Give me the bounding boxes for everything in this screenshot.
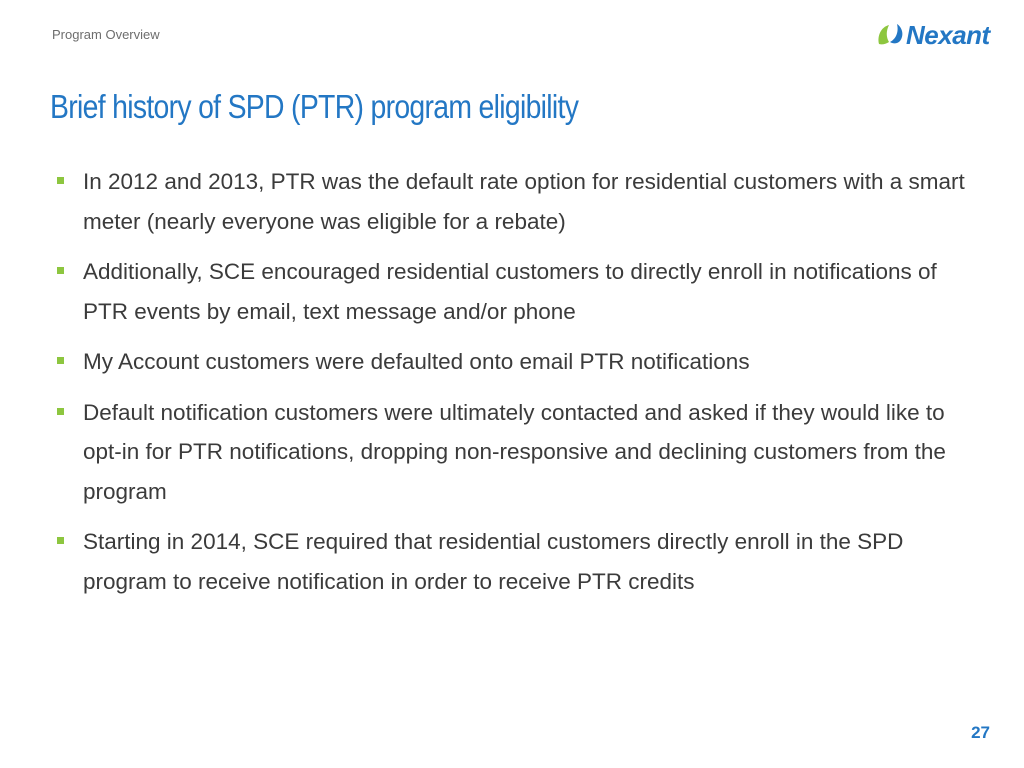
- bullet-text: Starting in 2014, SCE required that residential customers directly enroll in the SPD program to receive notification in order to receive PTR credits: [83, 529, 904, 594]
- bullet-item: [57, 162, 987, 241]
- bullet-square-icon: [57, 267, 64, 274]
- bullet-list: [57, 162, 987, 612]
- bullet-text: Additionally, SCE encouraged residential customers to directly enroll in notifications of PTR events by email, text message and/or phone: [83, 259, 937, 324]
- bullet-item: [57, 393, 987, 512]
- bullet-square-icon: [57, 357, 64, 364]
- bullet-square-icon: [57, 177, 64, 184]
- nexant-logo: [876, 18, 1008, 50]
- slide-title: Brief history of SPD (PTR) program eligibility: [50, 88, 579, 125]
- bullet-text: In 2012 and 2013, PTR was the default rate option for residential customers with a smart meter (nearly everyone was eligible for a rebate): [83, 169, 965, 234]
- section-label: Program Overview: [52, 27, 160, 42]
- logo-leaf-icon: [878, 25, 889, 44]
- page-number: 27: [971, 723, 990, 742]
- logo-swoosh-icon: [890, 24, 902, 43]
- bullet-item: [57, 522, 987, 601]
- bullet-square-icon: [57, 408, 64, 415]
- logo-wordmark: Nexant: [906, 20, 990, 50]
- bullet-square-icon: [57, 537, 64, 544]
- nexant-logo-graphic: [876, 18, 1008, 50]
- bullet-text: My Account customers were defaulted onto email PTR notifications: [83, 349, 750, 374]
- bullet-item: [57, 252, 987, 331]
- bullet-text: Default notification customers were ultimately contacted and asked if they would like to opt-in for PTR notifications, dropping non-responsive and declining customers from the program: [83, 399, 946, 504]
- bullet-item: [57, 342, 987, 382]
